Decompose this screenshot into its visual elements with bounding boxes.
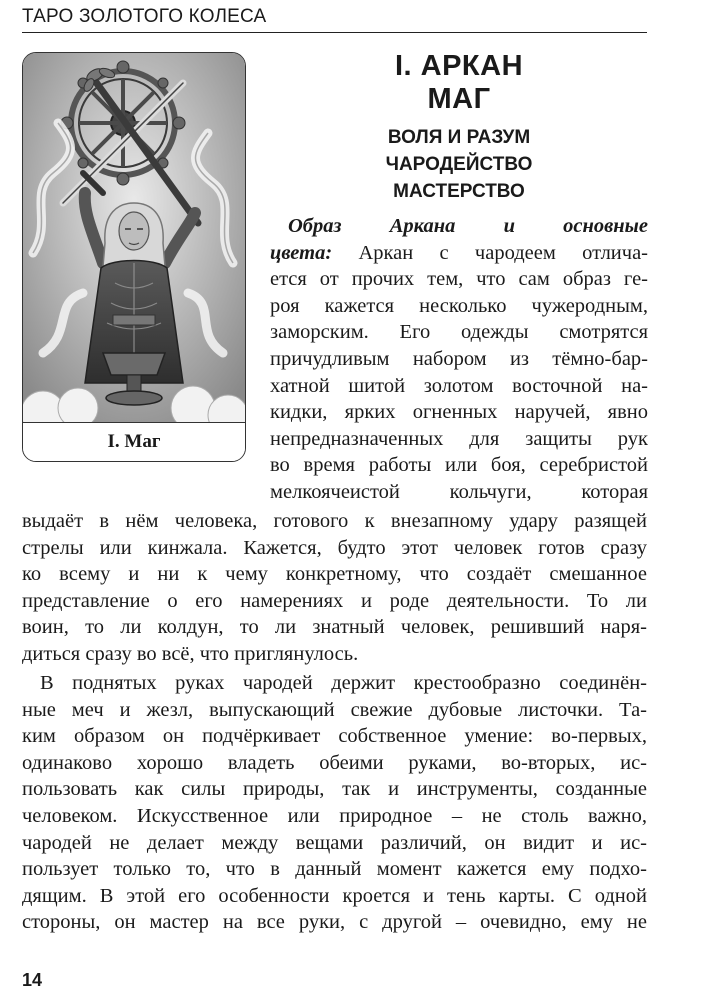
text-line: причудливым набором из тёмно-бар-	[270, 347, 648, 370]
text-line: хатной шитой золотом восточной на-	[270, 374, 648, 397]
arcana-heading	[270, 50, 648, 205]
keyword: МАСТЕРСТВО	[393, 181, 525, 202]
arcana-keywords	[270, 124, 648, 205]
paragraph-1-bottom	[22, 508, 647, 668]
arcana-number: I. АРКАН	[394, 50, 524, 82]
text-line: чародей не делает между вещами различий, он видит и ис-	[22, 831, 647, 854]
text-line: воин, то ли колдун, то ли знатный человек, решивший наря-	[22, 616, 647, 639]
text-line: В поднятых руках чародей держит крестообразно соединён-	[40, 672, 647, 694]
card-caption: I. Маг	[23, 422, 245, 461]
lead-label: цвета:	[270, 241, 333, 264]
text-line: ные меч и жезл, выпускающий свежие дубовые листочки. Та-	[22, 698, 647, 721]
text-line: стороны, он мастер на все руки, с другой – очевидно, ему не	[22, 911, 647, 934]
text-line: заморским. Его одежды смотрятся	[270, 321, 648, 344]
text-line	[270, 240, 648, 267]
running-head: ТАРО ЗОЛОТОГО КОЛЕСА	[22, 6, 647, 33]
tarot-card	[22, 52, 246, 462]
text-line: роя кажется несколько чужеродным,	[270, 294, 648, 317]
text-line: человеком. Искусственное или природное – не столь важно,	[22, 804, 647, 827]
text-line: непредназначенных для защиты рук	[270, 427, 648, 450]
keyword: ВОЛЯ И РАЗУМ	[387, 127, 531, 148]
text-line: пользует только то, что в данный момент кажется ему подхо-	[22, 858, 647, 881]
paragraph-1-top	[270, 213, 648, 506]
text-line: диться сразу во всё, что приглянулось.	[22, 642, 359, 665]
text-line: ко всему и ни к чему конкретному, что создаёт смешанное	[22, 563, 647, 586]
page-number: 14	[22, 970, 43, 990]
text-line: ется от прочих тем, что сам образ ге-	[270, 268, 648, 291]
text-line: кидки, ярких огненных наручей, явно	[270, 401, 648, 424]
text-line: во время работы или боя, серебристой	[270, 454, 648, 477]
text-line: одинаково хорошо владеть обеими руками, во-вторых, ис-	[22, 751, 647, 774]
text-line: ким образом он подчёркивает собственное умение: во-первых,	[22, 725, 647, 748]
paragraph-2	[22, 670, 647, 936]
arcana-name: МАГ	[427, 83, 491, 115]
text-line: выдаёт в нём человека, готового к внезапному удару разящей	[22, 510, 647, 532]
text-line: дящим. В этой его особенности кроется и тень карты. С одной	[22, 884, 647, 907]
text-line: стрелы или кинжала. Кажется, будто этот человек готов сразу	[22, 536, 647, 559]
text-line: представление о его намерениях и роде деятельности. То ли	[22, 589, 647, 612]
text-line-content: Аркан с чародеем отлича-	[358, 241, 649, 264]
lead-label-line: Образ Аркана и основные	[288, 215, 648, 237]
text-line: мелкоячеистой кольчуги, которая	[270, 480, 648, 503]
text-line: пользовать как силы природы, так и инструменты, созданные	[22, 778, 647, 801]
keyword: ЧАРОДЕЙСТВО	[385, 154, 533, 175]
magician-tarot-card-illustration	[23, 53, 245, 423]
